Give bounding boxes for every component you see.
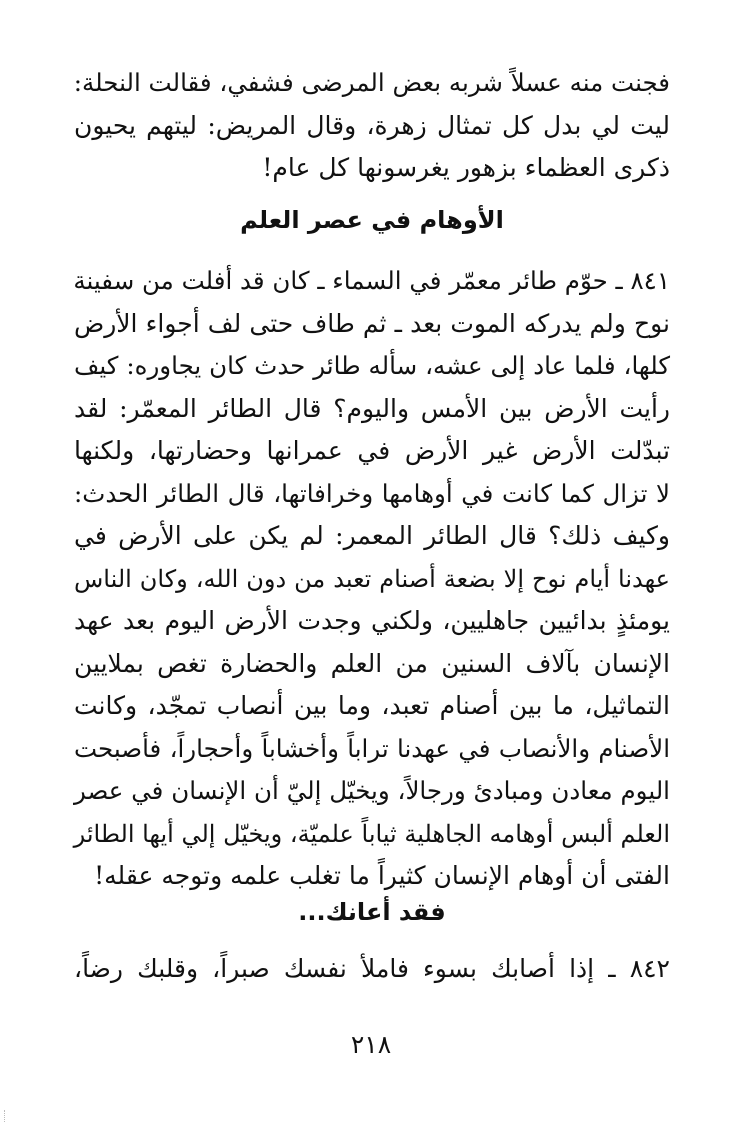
paragraph-line: الإنسان بآلاف السنين من العلم والحضارة تغص بملايين bbox=[74, 648, 670, 678]
paragraph-line: الأصنام والأنصاب في عهدنا تراباً وأخشاباً وأحجاراً، فأصبحت bbox=[74, 733, 670, 763]
section-heading-illusions: الأوهام في عصر العلم bbox=[240, 206, 504, 234]
entry-842-paragraph bbox=[74, 948, 670, 991]
paragraph-line: ذكرى العظماء بزهور يغرسونها كل عام! bbox=[262, 153, 670, 182]
paragraph-line: رأيت الأرض بين الأمس واليوم؟ قال الطائر المعمّر: لقد bbox=[74, 393, 670, 423]
paragraph-line: اليوم معادن ومبادئ ورجالاً، ويخيّل إليّ أن الإنسان في عصر bbox=[74, 776, 670, 805]
paragraph-line: نوح ولم يدركه الموت بعد ـ ثم طاف حتى لف أجواء الأرض bbox=[74, 308, 670, 338]
paragraph-line: ٨٤١ ـ حوّم طائر معمّر في السماء ـ كان قد أفلت من سفينة bbox=[73, 266, 670, 295]
scan-edge-mark bbox=[4, 1110, 11, 1122]
entry-841-paragraph bbox=[74, 260, 670, 898]
section-heading-helped-you: فقد أعانك... bbox=[298, 898, 446, 926]
paragraph-line: وكيف ذلك؟ قال الطائر المعمر: لم يكن على الأرض في bbox=[74, 521, 670, 550]
paragraph-line: فجنت منه عسلاً شربه بعض المرضى فشفي، فقالت النحلة: bbox=[73, 68, 670, 97]
paragraph-line: التماثيل، ما بين أصنام تعبد، وما بين أنصاب تمجّد، وكانت bbox=[74, 691, 670, 720]
paragraph-line: عهدنا أيام نوح إلا بضعة أصنام تعبد من دون الله، وكان الناس bbox=[74, 564, 670, 593]
paragraph-line: لا تزال كما كانت في أوهامها وخرافاتها، قال الطائر الحدث: bbox=[74, 478, 670, 508]
paragraph-line: ٨٤٢ ـ إذا أصابك بسوء فاملأ نفسك صبراً، وقلبك رضاً، bbox=[74, 954, 670, 983]
paragraph-line: يومئذٍ بدائيين جاهليين، ولكني وجدت الأرض اليوم بعد عهد bbox=[74, 606, 670, 635]
paragraph-line: كلها، فلما عاد إلى عشه، سأله طائر حدث كان يجاوره: كيف bbox=[74, 351, 670, 380]
paragraph-line: العلم ألبس أوهامه الجاهلية ثياباً علميّة، ويخيّل إلي أيها الطائر bbox=[73, 819, 670, 848]
paragraph-line: الفتى أن أوهام الإنسان كثيراً ما تغلب علمه وتوجه عقله! bbox=[94, 861, 670, 890]
paragraph-line: تبدّلت الأرض غير الأرض في عمرانها وحضارتها، ولكنها bbox=[74, 436, 670, 465]
intro-paragraph bbox=[74, 62, 670, 190]
page-number: ٢١٨ bbox=[350, 1030, 392, 1059]
paragraph-line: ليت لي بدل كل تمثال زهرة، وقال المريض: ليتهم يحيون bbox=[74, 110, 670, 140]
